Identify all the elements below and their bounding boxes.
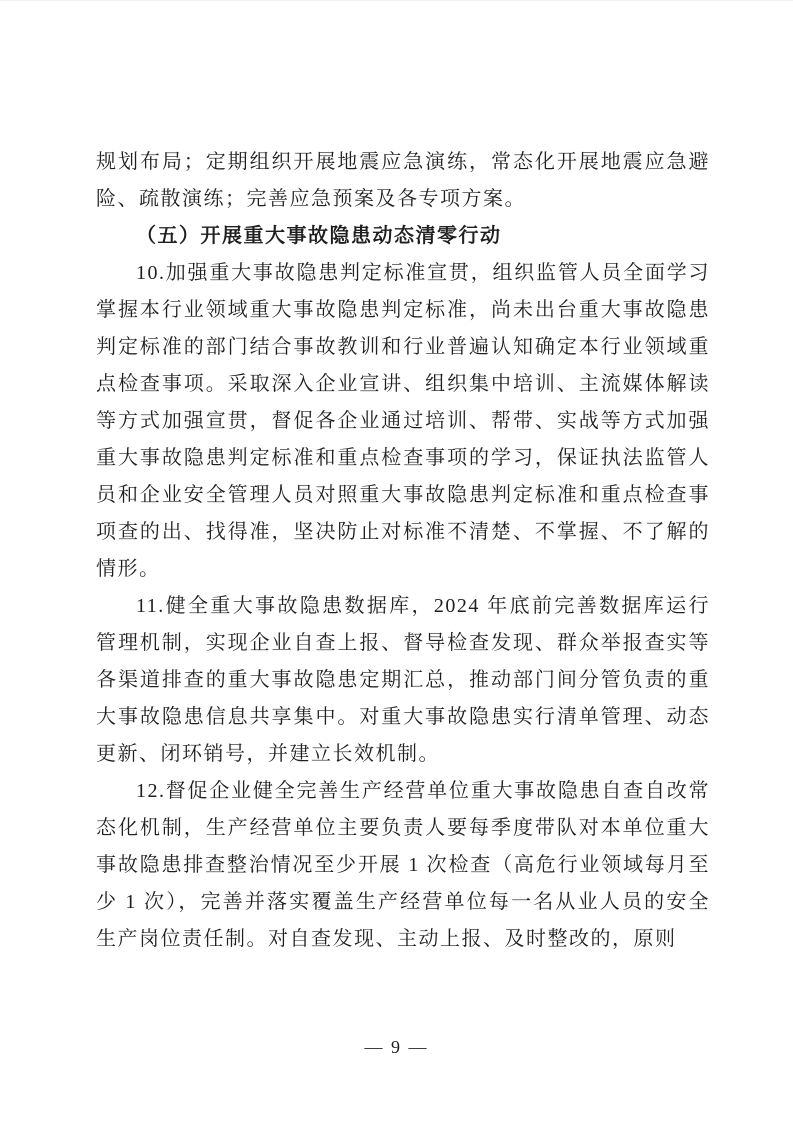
section-heading-5: （五）开展重大事故隐患动态清零行动	[136, 225, 502, 247]
page-number: — 9 —	[364, 1037, 429, 1057]
paragraph-item-12: 12.督促企业健全完善生产经营单位重大事故隐患自查自改常态化机制，生产经营单位主要负责人要每季度带队对本单位重大事故隐患排查整治情况至少开展 1 次检查（高危行业领域每月至少 1 次），完善并落实覆盖生产经营单位每一名从业人员的安全生产岗位责任制。对自查发现、主动上报、及时整改的，原则	[96, 780, 710, 950]
page-body	[96, 144, 710, 958]
paragraph-continuation: 规划布局；定期组织开展地震应急演练，常态化开展地震应急避险、疏散演练；完善应急预案及各专项方案。	[96, 151, 710, 210]
paragraph-item-11: 11.健全重大事故隐患数据库，2024 年底前完善数据库运行管理机制，实现企业自查上报、督导检查发现、群众举报查实等各渠道排查的重大事故隐患定期汇总，推动部门间分管负责的重大事故隐患信息共享集中。对重大事故隐患实行清单管理、动态更新、闭环销号，并建立长效机制。	[96, 595, 710, 765]
paragraph-item-10: 10.加强重大事故隐患判定标准宣贯，组织监管人员全面学习掌握本行业领域重大事故隐患判定标准，尚未出台重大事故隐患判定标准的部门结合事故教训和行业普遍认知确定本行业领域重点检查事项。采取深入企业宣讲、组织集中培训、主流媒体解读等方式加强宣贯，督促各企业通过培训、帮带、实战等方式加强重大事故隐患判定标准和重点检查事项的学习，保证执法监管人员和企业安全管理人员对照重大事故隐患判定标准和重点检查事项查的出、找得准，坚决防止对标准不清楚、不掌握、不了解的情形。	[96, 262, 710, 580]
